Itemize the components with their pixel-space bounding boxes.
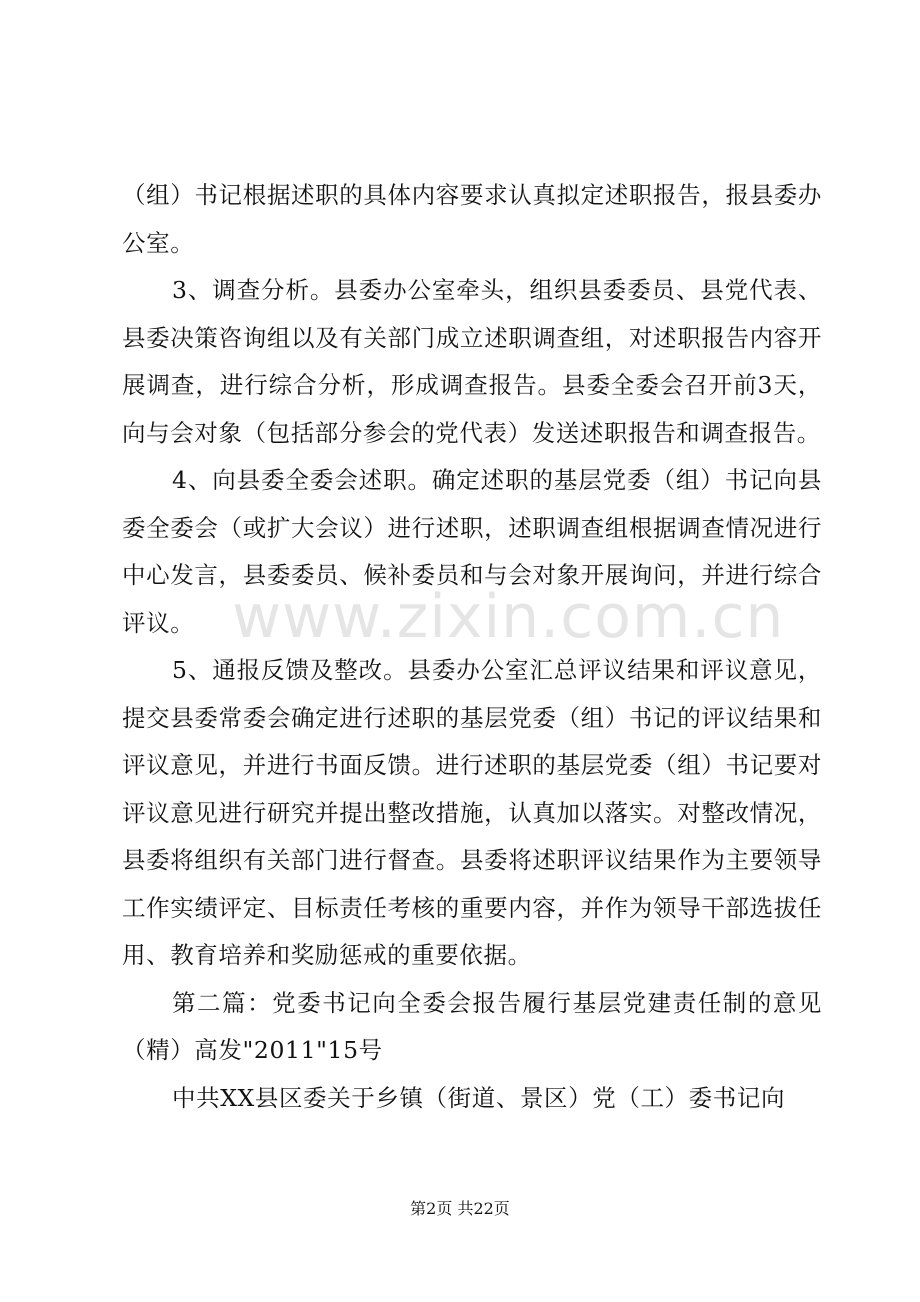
- paragraph-step-5: 5、通报反馈及整改。县委办公室汇总评议结果和评议意见，提交县委常委会确定进行述职的基层党委（组）书记的评议结果和评议意见，并进行书面反馈。进行述职的基层党委（组）书记要对评议意见进行研究并提出整改措施，认真加以落实。对整改情况，县委将组织有关部门进行督查。县委将述职评议结果作为主要领导工作实绩评定、目标责任考核的重要内容，并作为领导干部选拔任用、教育培养和奖励惩戒的重要依据。: [122, 656, 822, 969]
- watermark: www.zixin.com.cn: [232, 582, 785, 652]
- paragraph-step-4: 4、向县委全委会述职。确定述职的基层党委（组）书记向县委全委会（或扩大会议）进行述职，述职调查组根据调查情况进行中心发言，县委委员、候补委员和与会对象开展询问，并进行综合评议。: [122, 466, 822, 637]
- paragraph-continuation: （组）书记根据述职的具体内容要求认真拟定述职报告，报县委办公室。: [122, 181, 822, 257]
- document-body: [122, 172, 822, 1122]
- page-footer: 第2页 共22页: [410, 1199, 510, 1218]
- section-heading: 第二篇：党委书记向全委会报告履行基层党建责任制的意见（精）高发"2011"15号: [122, 988, 822, 1064]
- paragraph-intro: 中共XX县区委关于乡镇（街道、景区）党（工）委书记向: [172, 1083, 786, 1112]
- paragraph-step-3: 3、调查分析。县委办公室牵头，组织县委委员、县党代表、县委决策咨询组以及有关部门成立述职调查组，对述职报告内容开展调查，进行综合分析，形成调查报告。县委全委会召开前3天，向与会对象（包括部分参会的党代表）发送述职报告和调查报告。: [122, 276, 822, 447]
